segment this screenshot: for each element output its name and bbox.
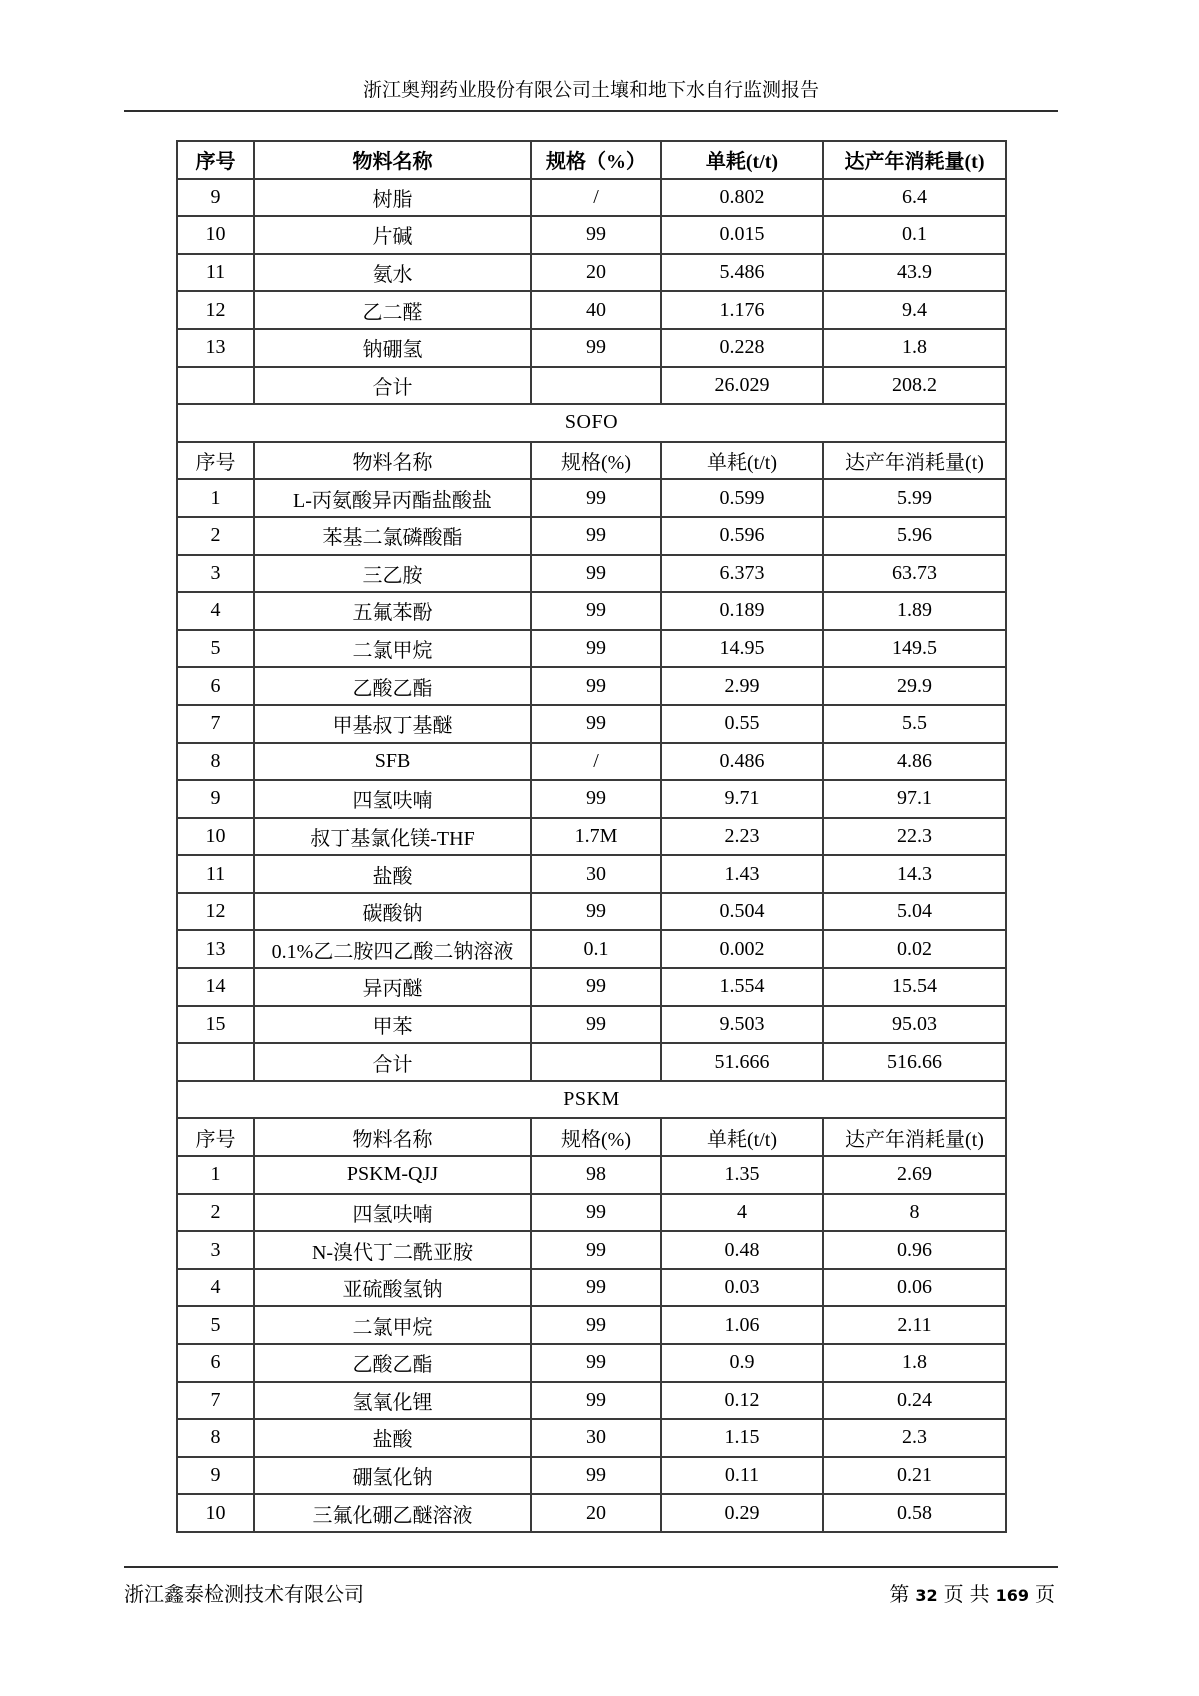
table-cell: 0.189 bbox=[661, 592, 823, 630]
table-cell: 8 bbox=[823, 1194, 1006, 1232]
table-row bbox=[177, 592, 1006, 630]
table-cell: 异丙醚 bbox=[254, 968, 531, 1006]
table-cell: 单耗(t/t) bbox=[661, 1118, 823, 1156]
table-cell: 8 bbox=[177, 743, 254, 781]
section-title-row bbox=[177, 1081, 1006, 1119]
table-cell: 三氟化硼乙醚溶液 bbox=[254, 1494, 531, 1532]
table-cell: 1.554 bbox=[661, 968, 823, 1006]
table-cell: 0.599 bbox=[661, 479, 823, 517]
table-cell: 5.04 bbox=[823, 893, 1006, 931]
page-indicator-word: 页 bbox=[943, 1584, 964, 1606]
table-cell: 1.15 bbox=[661, 1419, 823, 1457]
table-cell: 9 bbox=[177, 780, 254, 818]
table-cell: 单耗(t/t) bbox=[661, 442, 823, 480]
table-cell: 序号 bbox=[177, 141, 254, 179]
table-row bbox=[177, 367, 1006, 405]
table-cell: 99 bbox=[531, 1306, 661, 1344]
table-cell: 5.5 bbox=[823, 705, 1006, 743]
table-cell: 1.176 bbox=[661, 291, 823, 329]
table-cell: 99 bbox=[531, 968, 661, 1006]
table-cell: 0.228 bbox=[661, 329, 823, 367]
table-cell: PSKM bbox=[177, 1081, 1006, 1119]
table-cell: 63.73 bbox=[823, 555, 1006, 593]
table-cell: 0.11 bbox=[661, 1457, 823, 1495]
table-cell: 8 bbox=[177, 1419, 254, 1457]
table-cell: 序号 bbox=[177, 1118, 254, 1156]
table-cell: 0.06 bbox=[823, 1269, 1006, 1307]
table-cell: 30 bbox=[531, 1419, 661, 1457]
table-cell: 29.9 bbox=[823, 667, 1006, 705]
table-cell: 0.55 bbox=[661, 705, 823, 743]
table-cell: 亚硫酸氢钠 bbox=[254, 1269, 531, 1307]
table-cell bbox=[531, 367, 661, 405]
table-cell: 2 bbox=[177, 1194, 254, 1232]
table-cell: 苯基二氯磷酸酯 bbox=[254, 517, 531, 555]
table-row bbox=[177, 1344, 1006, 1382]
table-cell: 五氟苯酚 bbox=[254, 592, 531, 630]
page-indicator-word: 共 bbox=[969, 1584, 990, 1606]
table-cell: 7 bbox=[177, 1382, 254, 1420]
table-cell: 1.89 bbox=[823, 592, 1006, 630]
table-row bbox=[177, 780, 1006, 818]
table-row bbox=[177, 630, 1006, 668]
table-cell: PSKM-QJJ bbox=[254, 1156, 531, 1194]
table-cell: 99 bbox=[531, 893, 661, 931]
table-cell: 0.002 bbox=[661, 930, 823, 968]
table-row bbox=[177, 1494, 1006, 1532]
table-cell: 20 bbox=[531, 1494, 661, 1532]
table-cell: 3 bbox=[177, 555, 254, 593]
table-cell: 15.54 bbox=[823, 968, 1006, 1006]
table-cell: N-溴代丁二酰亚胺 bbox=[254, 1231, 531, 1269]
table-cell: 四氢呋喃 bbox=[254, 780, 531, 818]
table-cell: 0.596 bbox=[661, 517, 823, 555]
table-cell: 物料名称 bbox=[254, 141, 531, 179]
table-cell: 6.4 bbox=[823, 179, 1006, 217]
table-cell: 1.8 bbox=[823, 329, 1006, 367]
table-cell: 7 bbox=[177, 705, 254, 743]
table-cell: 规格(%) bbox=[531, 442, 661, 480]
section-title-row bbox=[177, 404, 1006, 442]
table-row bbox=[177, 667, 1006, 705]
table-cell: 三乙胺 bbox=[254, 555, 531, 593]
table-row bbox=[177, 1043, 1006, 1081]
table-cell: 2.3 bbox=[823, 1419, 1006, 1457]
table-cell: 99 bbox=[531, 517, 661, 555]
table-row bbox=[177, 254, 1006, 292]
table-cell: 0.504 bbox=[661, 893, 823, 931]
table-cell: 0.29 bbox=[661, 1494, 823, 1532]
table-cell: 11 bbox=[177, 855, 254, 893]
table-cell: 22.3 bbox=[823, 818, 1006, 856]
table-cell: 1.8 bbox=[823, 1344, 1006, 1382]
table-cell: 15 bbox=[177, 1006, 254, 1044]
table-cell: 物料名称 bbox=[254, 1118, 531, 1156]
table-row bbox=[177, 291, 1006, 329]
materials-table-body bbox=[177, 141, 1006, 1532]
header-rule-line bbox=[124, 110, 1058, 112]
table-cell: 碳酸钠 bbox=[254, 893, 531, 931]
table-cell: 1.35 bbox=[661, 1156, 823, 1194]
table-row bbox=[177, 705, 1006, 743]
table-cell: 合计 bbox=[254, 1043, 531, 1081]
table-cell: 51.666 bbox=[661, 1043, 823, 1081]
table-cell: 0.1 bbox=[823, 216, 1006, 254]
footer-company-name: 浙江鑫泰检测技术有限公司 bbox=[124, 1584, 364, 1606]
table-cell: 0.02 bbox=[823, 930, 1006, 968]
table-cell: 4 bbox=[661, 1194, 823, 1232]
table-cell: 5.96 bbox=[823, 517, 1006, 555]
table-cell: 10 bbox=[177, 1494, 254, 1532]
table-cell: 单耗(t/t) bbox=[661, 141, 823, 179]
page-total-number: 169 bbox=[995, 1586, 1029, 1605]
table-cell: 3 bbox=[177, 1231, 254, 1269]
table-cell: 99 bbox=[531, 1382, 661, 1420]
column-header-row bbox=[177, 141, 1006, 179]
table-cell: 序号 bbox=[177, 442, 254, 480]
table-cell: 5 bbox=[177, 630, 254, 668]
table-cell bbox=[177, 1043, 254, 1081]
table-cell: 98 bbox=[531, 1156, 661, 1194]
table-cell: 氨水 bbox=[254, 254, 531, 292]
table-cell: 硼氢化钠 bbox=[254, 1457, 531, 1495]
table-cell: 40 bbox=[531, 291, 661, 329]
table-cell bbox=[531, 1043, 661, 1081]
table-cell: 氢氧化锂 bbox=[254, 1382, 531, 1420]
table-row bbox=[177, 1382, 1006, 1420]
materials-table bbox=[176, 140, 1007, 1533]
column-header-row bbox=[177, 1118, 1006, 1156]
table-cell bbox=[177, 367, 254, 405]
table-cell: 盐酸 bbox=[254, 1419, 531, 1457]
table-cell: 149.5 bbox=[823, 630, 1006, 668]
table-cell: 0.12 bbox=[661, 1382, 823, 1420]
table-cell: 达产年消耗量(t) bbox=[823, 1118, 1006, 1156]
table-row bbox=[177, 1156, 1006, 1194]
table-cell: 99 bbox=[531, 780, 661, 818]
table-cell: 二氯甲烷 bbox=[254, 630, 531, 668]
table-cell: 1.43 bbox=[661, 855, 823, 893]
table-cell: 甲苯 bbox=[254, 1006, 531, 1044]
table-cell: 1.7M bbox=[531, 818, 661, 856]
table-cell: 95.03 bbox=[823, 1006, 1006, 1044]
table-cell: 乙酸乙酯 bbox=[254, 667, 531, 705]
document-header-title: 浙江奥翔药业股份有限公司土壤和地下水自行监测报告 bbox=[362, 80, 819, 101]
table-cell: 1 bbox=[177, 1156, 254, 1194]
table-row bbox=[177, 818, 1006, 856]
page-footer bbox=[124, 1578, 1058, 1607]
table-row bbox=[177, 855, 1006, 893]
table-row bbox=[177, 893, 1006, 931]
table-cell: 0.03 bbox=[661, 1269, 823, 1307]
table-cell: 99 bbox=[531, 1231, 661, 1269]
table-cell: 10 bbox=[177, 818, 254, 856]
table-cell: 97.1 bbox=[823, 780, 1006, 818]
table-cell: 乙二醛 bbox=[254, 291, 531, 329]
table-row bbox=[177, 1269, 1006, 1307]
table-cell: 99 bbox=[531, 555, 661, 593]
table-cell: 99 bbox=[531, 592, 661, 630]
page-current-number: 32 bbox=[915, 1586, 938, 1605]
table-row bbox=[177, 1231, 1006, 1269]
table-row bbox=[177, 743, 1006, 781]
table-row bbox=[177, 1194, 1006, 1232]
page-indicator-word: 页 bbox=[1035, 1584, 1055, 1606]
table-cell: 钠硼氢 bbox=[254, 329, 531, 367]
table-cell: 0.1%乙二胺四乙酸二钠溶液 bbox=[254, 930, 531, 968]
table-cell: 规格(%) bbox=[531, 1118, 661, 1156]
table-cell: SFB bbox=[254, 743, 531, 781]
table-cell: 5 bbox=[177, 1306, 254, 1344]
table-row bbox=[177, 1006, 1006, 1044]
table-cell: 1 bbox=[177, 479, 254, 517]
table-cell: 99 bbox=[531, 1006, 661, 1044]
table-cell: 4 bbox=[177, 592, 254, 630]
table-cell: 9.4 bbox=[823, 291, 1006, 329]
table-cell: 26.029 bbox=[661, 367, 823, 405]
table-row bbox=[177, 329, 1006, 367]
table-cell: 99 bbox=[531, 1457, 661, 1495]
table-cell: 13 bbox=[177, 930, 254, 968]
table-cell: 12 bbox=[177, 893, 254, 931]
table-cell: 14 bbox=[177, 968, 254, 1006]
column-header-row bbox=[177, 442, 1006, 480]
table-cell: 0.21 bbox=[823, 1457, 1006, 1495]
table-cell: 甲基叔丁基醚 bbox=[254, 705, 531, 743]
table-row bbox=[177, 216, 1006, 254]
table-cell: 0.486 bbox=[661, 743, 823, 781]
table-cell: 0.58 bbox=[823, 1494, 1006, 1532]
table-cell: 516.66 bbox=[823, 1043, 1006, 1081]
table-cell: 6.373 bbox=[661, 555, 823, 593]
table-cell: 14.95 bbox=[661, 630, 823, 668]
table-cell: 4.86 bbox=[823, 743, 1006, 781]
table-cell: 99 bbox=[531, 630, 661, 668]
table-row bbox=[177, 930, 1006, 968]
table-cell: 2.11 bbox=[823, 1306, 1006, 1344]
table-cell: 树脂 bbox=[254, 179, 531, 217]
table-cell: 四氢呋喃 bbox=[254, 1194, 531, 1232]
table-cell: 99 bbox=[531, 1194, 661, 1232]
table-cell: 二氯甲烷 bbox=[254, 1306, 531, 1344]
table-row bbox=[177, 479, 1006, 517]
table-cell: 2.69 bbox=[823, 1156, 1006, 1194]
table-cell: 13 bbox=[177, 329, 254, 367]
table-cell: 2 bbox=[177, 517, 254, 555]
materials-table-container bbox=[176, 140, 1007, 1533]
table-cell: 合计 bbox=[254, 367, 531, 405]
table-cell: 99 bbox=[531, 1344, 661, 1382]
table-cell: / bbox=[531, 743, 661, 781]
table-cell: / bbox=[531, 179, 661, 217]
table-cell: 9.503 bbox=[661, 1006, 823, 1044]
table-cell: 9 bbox=[177, 179, 254, 217]
table-cell: 208.2 bbox=[823, 367, 1006, 405]
page-indicator-word: 第 bbox=[889, 1584, 910, 1606]
table-cell: 99 bbox=[531, 705, 661, 743]
table-cell: 乙酸乙酯 bbox=[254, 1344, 531, 1382]
table-cell: 12 bbox=[177, 291, 254, 329]
table-row bbox=[177, 179, 1006, 217]
table-row bbox=[177, 1457, 1006, 1495]
table-cell: 9.71 bbox=[661, 780, 823, 818]
table-row bbox=[177, 968, 1006, 1006]
table-cell: 达产年消耗量(t) bbox=[823, 141, 1006, 179]
table-cell: 43.9 bbox=[823, 254, 1006, 292]
table-cell: 20 bbox=[531, 254, 661, 292]
table-cell: 0.96 bbox=[823, 1231, 1006, 1269]
table-cell: 1.06 bbox=[661, 1306, 823, 1344]
table-cell: 99 bbox=[531, 1269, 661, 1307]
page-indicator bbox=[886, 1578, 1058, 1607]
table-cell: 10 bbox=[177, 216, 254, 254]
table-cell: 2.99 bbox=[661, 667, 823, 705]
table-cell: 5.486 bbox=[661, 254, 823, 292]
table-cell: 0.9 bbox=[661, 1344, 823, 1382]
table-cell: 30 bbox=[531, 855, 661, 893]
table-cell: 2.23 bbox=[661, 818, 823, 856]
table-cell: 14.3 bbox=[823, 855, 1006, 893]
table-cell: 11 bbox=[177, 254, 254, 292]
table-row bbox=[177, 1306, 1006, 1344]
table-cell: 99 bbox=[531, 216, 661, 254]
table-cell: 0.48 bbox=[661, 1231, 823, 1269]
table-row bbox=[177, 555, 1006, 593]
table-cell: 99 bbox=[531, 479, 661, 517]
table-row bbox=[177, 1419, 1006, 1457]
table-cell: 规格（%） bbox=[531, 141, 661, 179]
table-cell: 99 bbox=[531, 667, 661, 705]
table-cell: 99 bbox=[531, 329, 661, 367]
table-cell: 0.802 bbox=[661, 179, 823, 217]
table-cell: 0.24 bbox=[823, 1382, 1006, 1420]
table-cell: 0.015 bbox=[661, 216, 823, 254]
table-cell: 5.99 bbox=[823, 479, 1006, 517]
table-cell: 片碱 bbox=[254, 216, 531, 254]
table-cell: 0.1 bbox=[531, 930, 661, 968]
table-cell: SOFO bbox=[177, 404, 1006, 442]
table-cell: 6 bbox=[177, 1344, 254, 1382]
footer-rule-line bbox=[124, 1566, 1058, 1568]
table-cell: 叔丁基氯化镁-THF bbox=[254, 818, 531, 856]
table-cell: 物料名称 bbox=[254, 442, 531, 480]
table-cell: L-丙氨酸异丙酯盐酸盐 bbox=[254, 479, 531, 517]
table-cell: 6 bbox=[177, 667, 254, 705]
table-cell: 达产年消耗量(t) bbox=[823, 442, 1006, 480]
table-cell: 9 bbox=[177, 1457, 254, 1495]
table-cell: 4 bbox=[177, 1269, 254, 1307]
table-cell: 盐酸 bbox=[254, 855, 531, 893]
table-row bbox=[177, 517, 1006, 555]
